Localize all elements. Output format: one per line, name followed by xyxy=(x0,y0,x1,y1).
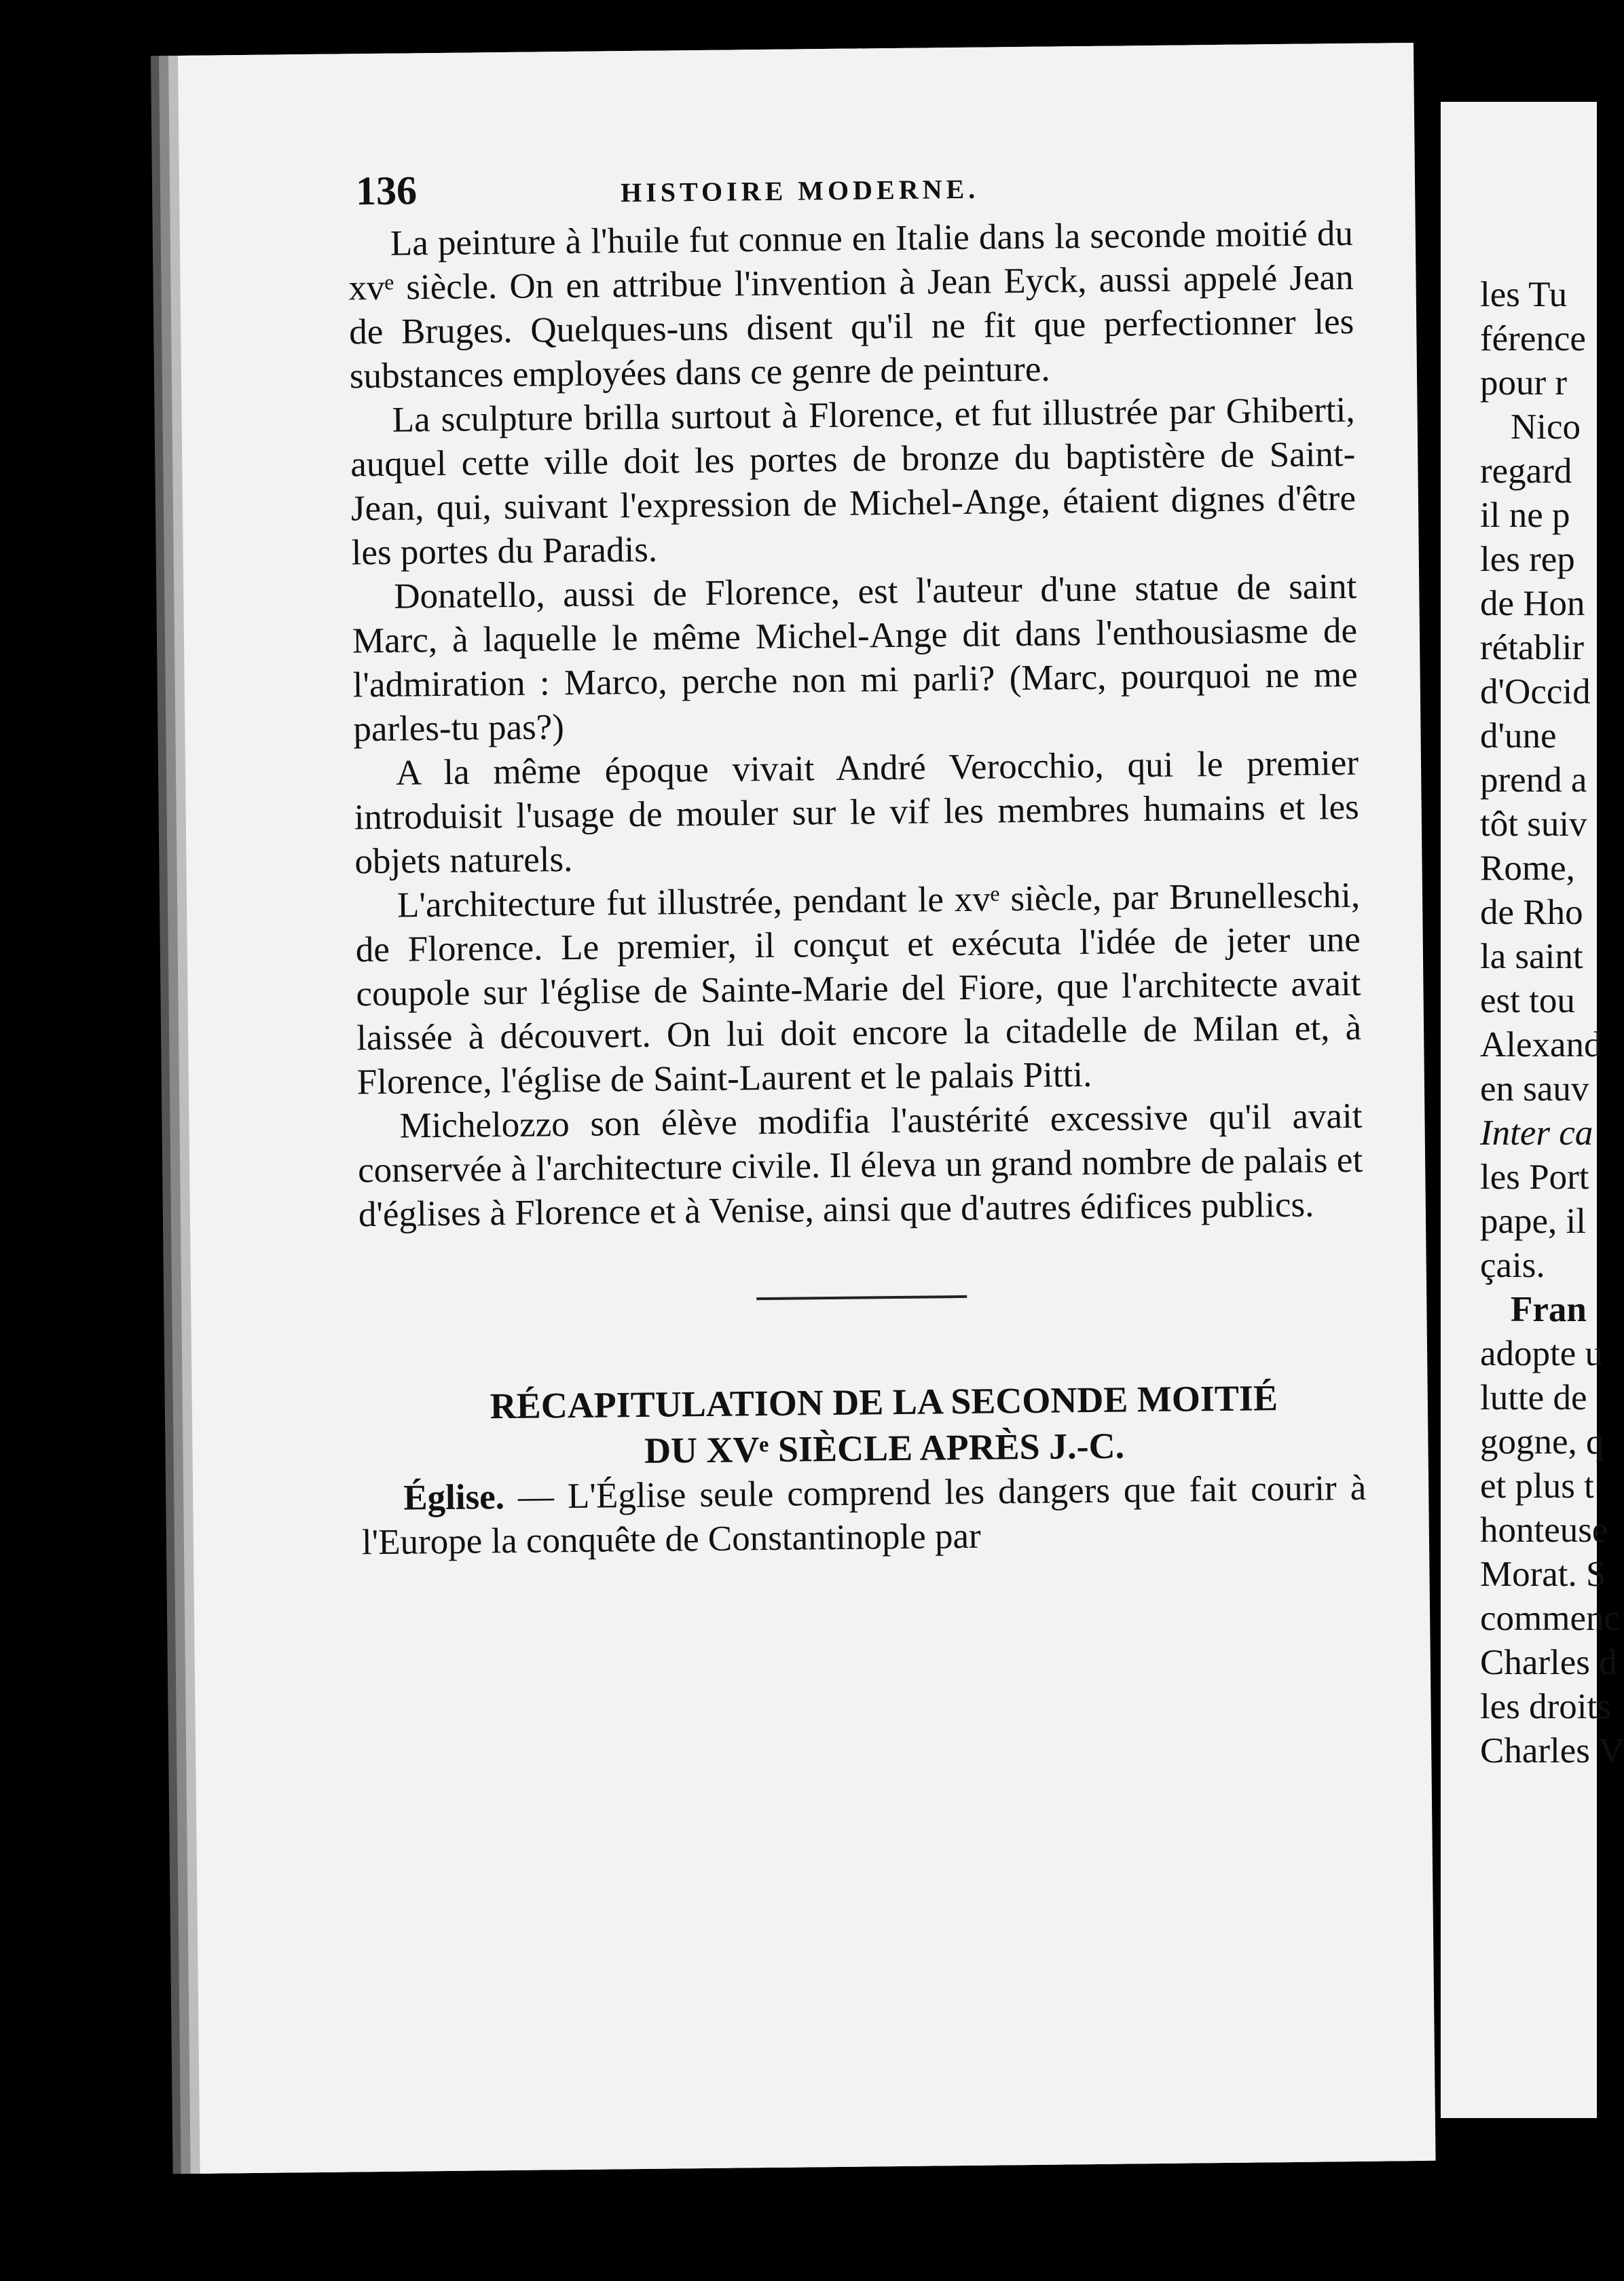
right-line: les droits xyxy=(1480,1687,1611,1726)
paragraph-sculpture: La sculpture brilla surtout à Florence, et fut illustrée par Ghiberti, auquel cette ville doit les portes de bronze du baptistère de Saint-Jean, qui, suivant l'expression de Michel-Ange, étaient dignes d'être les portes du Paradis. xyxy=(350,390,1357,573)
right-line: Fran xyxy=(1511,1290,1587,1329)
right-line: gogne, q xyxy=(1480,1422,1604,1462)
right-line: Rome, xyxy=(1480,849,1575,888)
section-divider xyxy=(756,1295,967,1300)
right-line: Alexand xyxy=(1480,1025,1602,1064)
right-line: çais. xyxy=(1480,1246,1545,1285)
right-line: regard xyxy=(1480,451,1572,491)
right-line: d'une xyxy=(1480,716,1557,756)
right-line: adopte u xyxy=(1480,1334,1604,1373)
recap-title-line-1: RÉCAPITULATION DE LA SECONDE MOITIÉ xyxy=(490,1377,1278,1427)
right-line: de Rho xyxy=(1480,893,1583,932)
right-page-text xyxy=(1480,273,1624,1773)
right-line: d'Occid xyxy=(1480,672,1591,711)
right-line: est tou xyxy=(1480,981,1575,1020)
right-line: pour r xyxy=(1480,363,1568,403)
right-line: de Hon xyxy=(1480,584,1585,623)
paragraph-verocchio: A la même époque vivait André Verocchio, qui le premier introduisit l'usage de mouler sur le vif les membres humains et les objets naturels. xyxy=(354,743,1359,882)
right-line: Morat. S xyxy=(1480,1555,1606,1594)
right-line: honteuse xyxy=(1480,1510,1608,1550)
right-line: rétablir xyxy=(1480,628,1585,667)
recap-title-line-2: DU XVᵉ SIÈCLE APRÈS J.-C. xyxy=(644,1425,1125,1471)
running-head: HISTOIRE MODERNE. xyxy=(620,173,980,208)
paragraph-architecture: L'architecture fut illustrée, pendant le xvᵉ siècle, par Brunelleschi, de Florence. Le premier, il conçut et exécuta l'idée de jeter une coupole sur l'église de Sainte-Marie del Fiore, que l'architecte avait laissée à découvert. On lui doit encore la citadelle de Milan et, à Florence, l'église de Saint-Laurent et le palais Pitti. xyxy=(355,875,1362,1102)
right-line: Inter ca xyxy=(1480,1113,1593,1153)
recap-text: — L'Église seule comprend les dangers que fait courir à l'Europe la conquête de Constantinople par xyxy=(361,1468,1367,1563)
recap-paragraph xyxy=(361,1466,1367,1565)
paragraph-michelozzo: Michelozzo son élève modifia l'austérité excessive qu'il avait conservée à l'architecture civile. Il éleva un grand nombre de palais et d'églises à Florence et à Venise, ainsi que d'autres édifices publics. xyxy=(357,1096,1363,1235)
right-line: Nico xyxy=(1511,407,1581,447)
right-line: pape, il xyxy=(1480,1202,1586,1241)
right-line: férence xyxy=(1480,319,1586,358)
right-line: la saint xyxy=(1480,937,1583,976)
paragraph-donatello: Donatello, aussi de Florence, est l'auteur d'une statue de saint Marc, à laquelle le même Michel-Ange dit dans l'enthousiasme de l'admiration : Marco, perche non mi parli? (Marc, pourquoi ne me parles-tu pas?) xyxy=(352,566,1358,749)
right-line: prend a xyxy=(1480,760,1587,800)
page-header xyxy=(356,157,1361,215)
left-page xyxy=(178,43,1436,2174)
paragraph-oil-painting: La peinture à l'huile fut connue en Italie dans la seconde moitié du xvᵉ siècle. On en attribue l'invention à Jean Eyck, aussi appelé Jean de Bruges. Quelques-uns disent qu'il ne fit que perfectionner les substances employées dans ce genre de peinture. xyxy=(348,213,1354,396)
right-line: les Tu xyxy=(1480,275,1568,314)
body-text xyxy=(348,212,1367,1565)
right-line: les Port xyxy=(1480,1157,1589,1197)
right-line: les rep xyxy=(1480,540,1575,579)
recap-title xyxy=(361,1374,1366,1477)
right-line: Charles V xyxy=(1480,1731,1624,1770)
right-line: lutte de xyxy=(1480,1378,1587,1417)
right-line: Charles d xyxy=(1480,1643,1617,1682)
right-line: commenc xyxy=(1480,1599,1621,1638)
page-number: 136 xyxy=(355,168,418,214)
recap-label: Église. xyxy=(403,1477,505,1518)
right-line: et plus t xyxy=(1480,1466,1594,1506)
right-line: il ne p xyxy=(1480,496,1570,535)
right-line: en sauv xyxy=(1480,1069,1589,1109)
right-page xyxy=(1441,102,1624,2118)
right-line: tôt suiv xyxy=(1480,804,1587,844)
